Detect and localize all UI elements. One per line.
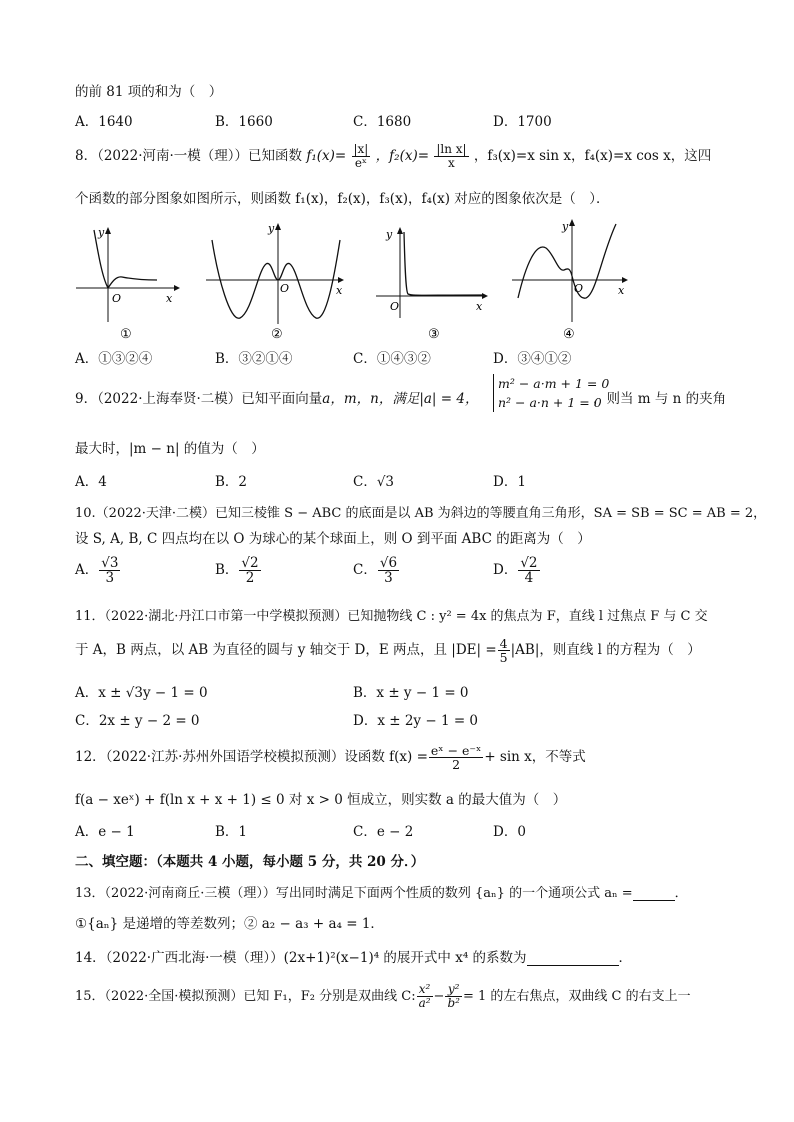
q7-tail: 的前 81 项的和为（ ） bbox=[75, 84, 223, 100]
q8-graph3-origin: O bbox=[390, 300, 400, 313]
q11-option-d[interactable]: D．x ± 2y − 1 = 0 bbox=[353, 713, 479, 729]
q14-line1: 14．（2022·广西北海·一模（理））(2x+1)²(x−1)⁴ 的展开式中 x⁴ 的系数为 ． bbox=[75, 950, 633, 966]
q8-option-b[interactable]: B．③②①④ bbox=[215, 351, 293, 367]
q12-line2: f(a − xeˣ) + f(ln x + x + 1) ≤ 0 对 x > 0 恒成立，则实数 a 的最大值为（ ） bbox=[75, 792, 567, 808]
q10-line1: 10.（2022·天津·二模）已知三棱锥 S − ABC 的底面是以 AB 为斜边的等腰直角三角形，SA = SB = SC = AB = 2， bbox=[75, 506, 767, 521]
q15-line1: 15．（2022·全国·模拟预测）已知 F₁，F₂ 分别是双曲线 C: $\frac{\text{x²}}{\text{a²}}$ − $\frac{\text{y²}}{\text{b²}}$ = 1 的左右焦点，双曲线 C 的右支上一 bbox=[75, 982, 691, 1010]
q11-line2: 于 A，B 两点，以 AB 为直径的圆与 y 轴交于 D，E 两点，且 |DE| = $\frac{4}{5}$ |AB|，则直线 l 的方程为（ ） bbox=[75, 635, 701, 665]
q8-graph2-x-label: x bbox=[336, 284, 343, 297]
q9-line2: 最大时，|m − n| 的值为（ ） bbox=[75, 441, 265, 457]
q8-graph2-label: ② bbox=[271, 327, 283, 342]
q8-graph4-y-label: y bbox=[562, 220, 569, 233]
q8-graph2-y-label: y bbox=[268, 222, 275, 235]
q10-option-d[interactable]: D． $\frac{√2}{4}$ bbox=[493, 555, 538, 587]
q7-option-d[interactable]: D．1700 bbox=[493, 114, 552, 130]
q9-option-d[interactable]: D．1 bbox=[493, 474, 526, 490]
q12-option-c[interactable]: C．e − 2 bbox=[353, 824, 414, 840]
q11-line1: 11．（2022·湖北·丹江口市第一中学模拟预测）已知抛物线 C : y² = 4x 的焦点为 F，直线 l 过焦点 F 与 C 交 bbox=[75, 609, 708, 624]
q8-graph-4 bbox=[506, 214, 636, 342]
q8-graph1-label: ① bbox=[120, 327, 132, 342]
q12-option-b[interactable]: B．1 bbox=[215, 824, 248, 840]
q8-graph1-origin: O bbox=[112, 292, 122, 305]
q8-graph3-label: ③ bbox=[428, 327, 440, 342]
q8-graph4-x-label: x bbox=[618, 284, 625, 297]
q10-option-c[interactable]: C． $\frac{√6}{3}$ bbox=[353, 555, 398, 587]
q10-option-b[interactable]: B． $\frac{√2}{2}$ bbox=[215, 555, 259, 587]
q8-graph2-origin: O bbox=[280, 282, 290, 295]
q9-tail: ，则当 m 与 n 的夹角 bbox=[593, 391, 727, 407]
q12-line1: 12．（2022·江苏·苏州外国语学校模拟预测）设函数 f(x) = $\frac{\text{eˣ − e⁻ˣ}}{2}$ + sin x，不等式 bbox=[75, 742, 586, 772]
q8-line2: 个函数的部分图象如图所示，则函数 f₁(x)，f₂(x)，f₃(x)，f₄(x) 对应的图象依次是（ ）． bbox=[75, 191, 610, 207]
q8-graph4-origin: O bbox=[574, 282, 584, 295]
q11-option-b[interactable]: B．x ± y − 1 = 0 bbox=[353, 685, 469, 701]
q8-graph-2 bbox=[200, 218, 350, 342]
q11-option-a[interactable]: A．x ± √3y − 1 = 0 bbox=[75, 685, 208, 701]
q9-option-c[interactable]: C．√3 bbox=[353, 474, 395, 490]
q12-option-d[interactable]: D．0 bbox=[493, 824, 526, 840]
q9-option-a[interactable]: A．4 bbox=[75, 474, 107, 490]
q8-option-a[interactable]: A．①③②④ bbox=[75, 351, 153, 367]
q8-graph3-y-label: y bbox=[386, 228, 393, 241]
q13-line2: ①{aₙ} 是递增的等差数列；② a₂ − a₃ + a₄ = 1． bbox=[75, 916, 384, 932]
q8-line1: 8．（2022·河南·一模（理））已知函数 f₁(x)= $\frac{|x|}{\text{eˣ}}$ ，f₂(x)= $\frac{\text{|ln x|}}{x}$ ，f₃(x)=x sin x，f₄(x)=x cos x，这四 bbox=[75, 142, 712, 170]
q8-graph-1 bbox=[72, 222, 192, 342]
q8-graph4-label: ④ bbox=[563, 327, 575, 342]
q13-line1: 13．（2022·河南商丘·三模（理））写出同时满足下面两个性质的数列 {aₙ} 的一个通项公式 aₙ = ． bbox=[75, 886, 688, 901]
q13-answer-blank[interactable] bbox=[633, 900, 675, 901]
q9-option-b[interactable]: B．2 bbox=[215, 474, 248, 490]
q9-eq1: m² − a·m + 1 = 0 bbox=[498, 376, 610, 391]
q8-graph1-y-label: y bbox=[98, 226, 105, 239]
q10-line2: 设 S, A, B, C 四点均在以 O 为球心的某个球面上，则 O 到平面 ABC 的距离为（ ） bbox=[75, 531, 591, 547]
q8-option-c[interactable]: C．①④③② bbox=[353, 351, 431, 367]
q8-option-d[interactable]: D．③④①② bbox=[493, 351, 572, 367]
q14-answer-blank[interactable] bbox=[527, 965, 619, 966]
q7-option-c[interactable]: C．1680 bbox=[353, 114, 412, 130]
q8-graph1-x-label: x bbox=[166, 292, 173, 305]
q9-eq2: n² − a·n + 1 = 0 bbox=[498, 395, 602, 410]
q11-option-c[interactable]: C．2x ± y − 2 = 0 bbox=[75, 713, 200, 729]
q12-option-a[interactable]: A．e − 1 bbox=[75, 824, 135, 840]
q8-graph-3 bbox=[372, 222, 492, 342]
q7-option-b[interactable]: B．1660 bbox=[215, 114, 273, 130]
q8-graph3-x-label: x bbox=[476, 300, 483, 313]
q9-equation-system bbox=[493, 374, 609, 412]
q10-option-a[interactable]: A． $\frac{√3}{3}$ bbox=[75, 555, 119, 587]
q9-line1: 9．（2022·上海奉贤·二模）已知平面向量a，m，n，满足|a| = 4， bbox=[75, 391, 479, 407]
q7-option-a[interactable]: A．1640 bbox=[75, 114, 133, 130]
section-heading-fill-in: 二、填空题：（本题共 4 小题，每小题 5 分，共 20 分．） bbox=[75, 854, 425, 870]
